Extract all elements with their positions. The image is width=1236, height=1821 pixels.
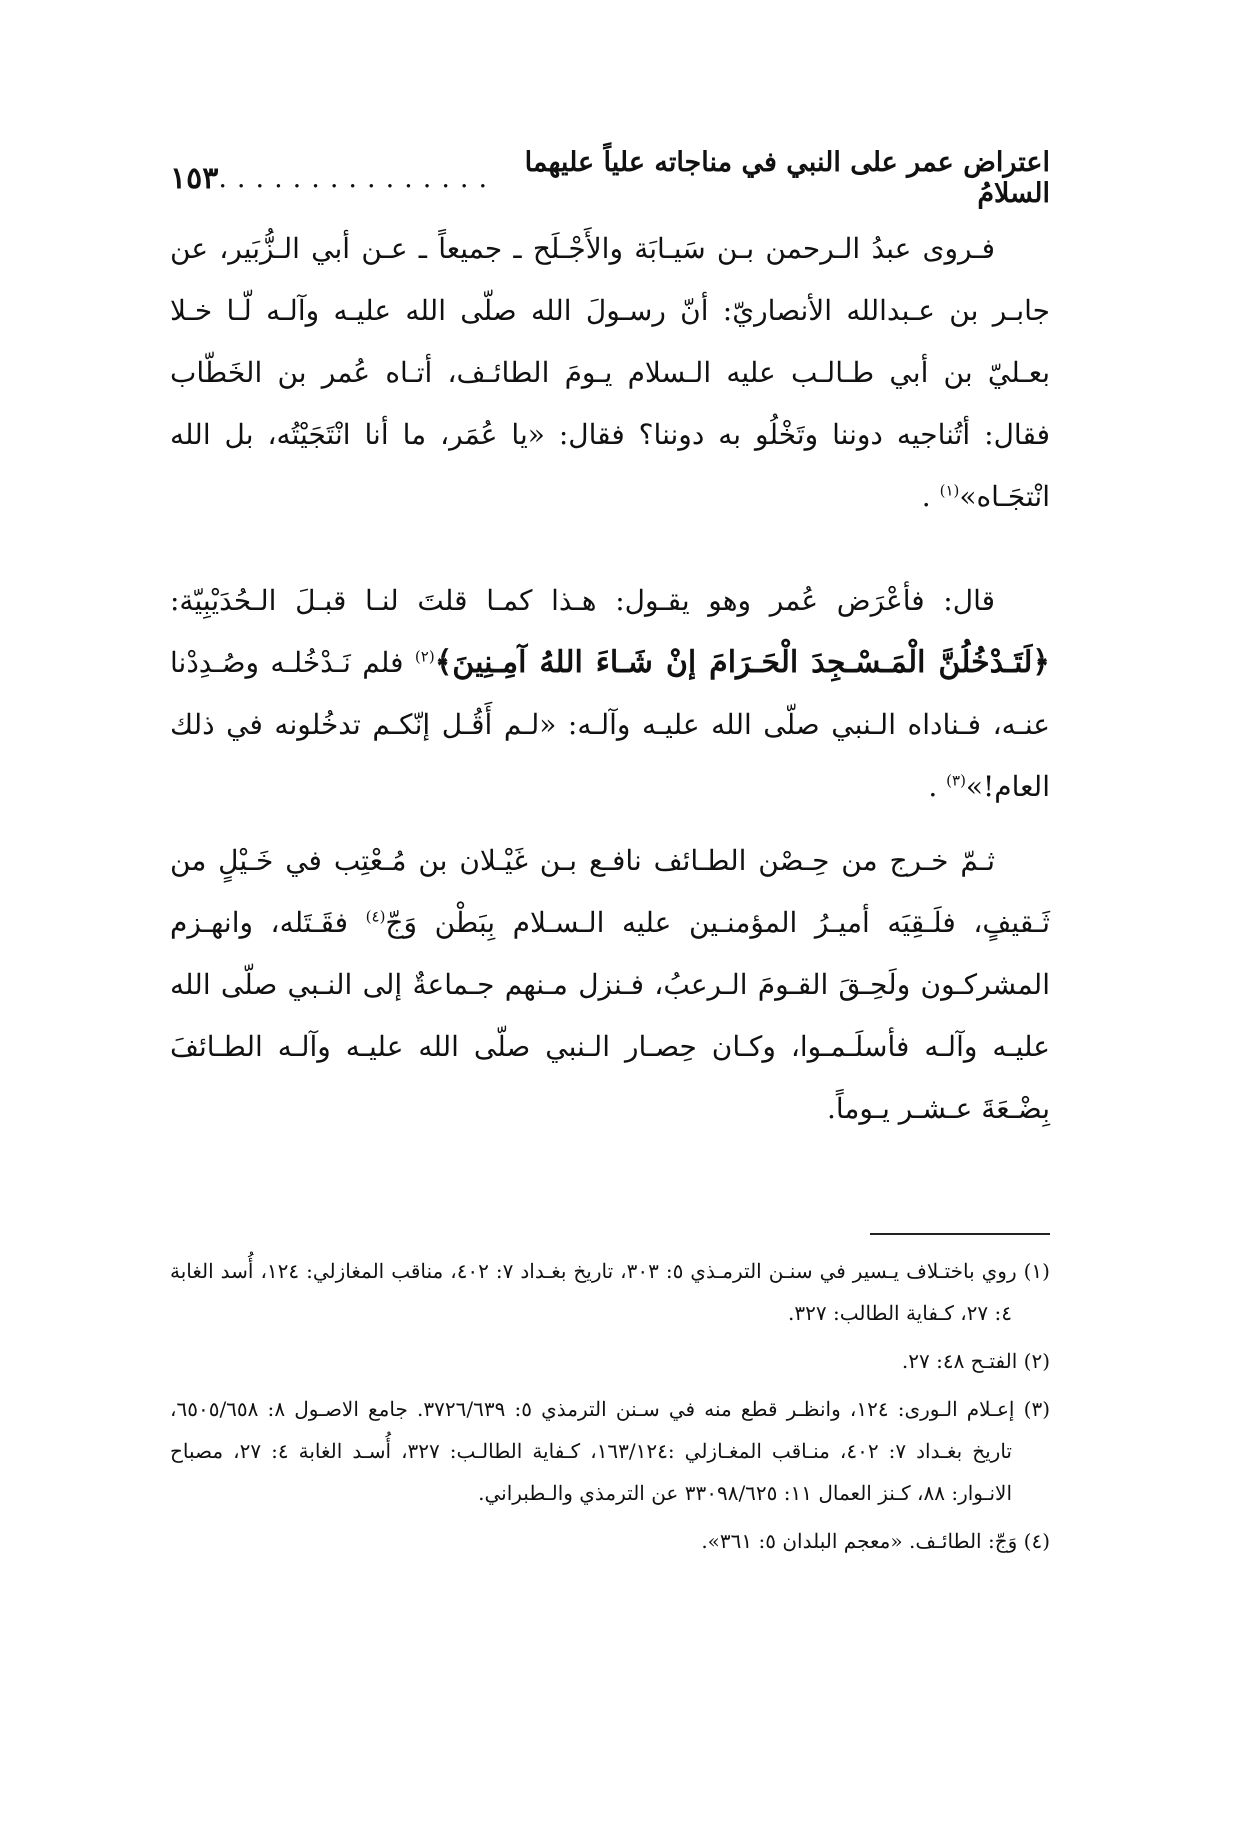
footnote-ref-3: (٣) <box>946 771 966 790</box>
paragraph-2 <box>170 570 1050 818</box>
footnote-text: وَجّ: الطائـف. «معجم البلدان ٥: ٣٦١». <box>701 1529 1018 1553</box>
footnote-text: الفتـح ٤٨: ٢٧. <box>901 1349 1018 1373</box>
footnotes <box>170 1250 1050 1568</box>
header-leader-dots: ............... <box>218 162 498 194</box>
header-title: اعتراض عمر على النبي في مناجاته علياً عليهما السلامُ <box>524 147 1050 209</box>
paragraph-1 <box>170 218 1050 528</box>
footnote-text: إعـلام الـورى: ١٢٤، وانظـر قطع منه في سـنن الترمذي ٥: ٣٧٢٦/٦٣٩. جامع الاصـول ٨: ٦٥٠٥/٦٥٨، تاريخ بغـداد ٧: ٤٠٢، منـاقب المغـازلي :١٦٣/١٢٤، كـفاية الطالـب: ٣٢٧، أُسـد الغابة ٤: ٢٧، مصباح الانـوار: ٨٨، كـنز العمال ١١: ٣٣٠٩٨/٦٢٥ عن الترمذي والـطبراني. <box>170 1397 1015 1505</box>
paragraph-2-end: . <box>928 770 938 803</box>
footnote-separator <box>870 1233 1050 1235</box>
paragraph-3-text-a: ثـمّ خـرج من حِـصْن الطـائف نافـع بـن غَيْـلان بن مُـعْتِب في خَـيْلٍ من ثَـقيفٍ، فلَـقِيَه أميـرُ المؤمنـين عليه الـسـلام بِبَطْن وَجّ <box>170 844 1050 939</box>
paragraph-3-text-b: فقَـتَله، وانهـزم المشركـون ولَحِـقَ القـومَ الـرعبُ، فـنزل مـنهم جـماعةٌ إلى النـبي صلّى الله عليـه وآلـه فأسلَـمـوا، وكـان حِصـار الـنبي صلّى الله عليـه وآلـه الطـائفَ بِضْـعَةَ عـشـر يـوماً. <box>170 906 1050 1125</box>
paragraph-3 <box>170 830 1050 1140</box>
footnote-number: (١) <box>1023 1259 1050 1283</box>
footnote-number: (٢) <box>1023 1349 1050 1373</box>
footnote-item <box>170 1388 1050 1514</box>
footnote-text: روي باختـلاف يـسير في سنـن الترمـذي ٥: ٣٠٣، تاريخ بغـداد ٧: ٤٠٢، مناقب المغازلي: ١٢٤، أُسد الغابة ٤: ٢٧، كـفاية الطالب: ٣٢٧. <box>170 1259 1017 1325</box>
paragraph-2-text-a: قال: فأعْرَض عُمر وهو يقـول: هـذا كمـا قلتَ لنـا قبـلَ الـحُدَيْبِيّة: <box>170 584 995 617</box>
footnote-ref-4: (٤) <box>365 907 386 926</box>
footnote-ref-1: (١) <box>939 481 960 500</box>
footnote-item <box>170 1340 1050 1382</box>
quran-verse: ﴿لَتَـدْخُلُنَّ الْمَـسْـجِدَ الْحَـرَامَ إنْ شَـاءَ اللهُ آمِـنِينَ﴾ <box>434 645 1050 680</box>
footnote-ref-2: (٢) <box>414 647 435 666</box>
footnote-item <box>170 1250 1050 1334</box>
page-number: ١٥٣ <box>170 160 219 196</box>
paragraph-2-text-b: فلم نَـدْخُلـه وصُـدِدْنا عنـه، فـناداه الـنبي صلّى الله عليـه وآلـه: «لـم أَقُـل إنّكـم تدخُلونه في ذلك العام!» <box>170 646 1050 803</box>
footnote-item <box>170 1520 1050 1562</box>
paragraph-1-text: فـروى عبدُ الـرحمن بـن سَيـابَة والأَجْـلَح ـ جميعاً ـ عـن أبي الـزُّبَير، عن جابـر بن عـبدالله الأنصاريّ: أنّ رسـولَ الله صلّى الله عليـه وآلـه لّـا خـلا بعـليّ بن أبي طـالـب عليه الـسلام يـومَ الطائـف، أتـاه عُمر بن الخَطّاب فقال: أتُناجيه دوننا وتَخْلُو به دوننا؟ فقال: «يا عُمَر، ما أنا انْتَجَيْتُه، بل الله انْتجَـاه» <box>170 232 1050 513</box>
footnote-number: (٣) <box>1023 1397 1050 1421</box>
running-header <box>170 148 1050 208</box>
footnote-number: (٤) <box>1023 1529 1050 1553</box>
paragraph-1-end: . <box>921 480 931 513</box>
